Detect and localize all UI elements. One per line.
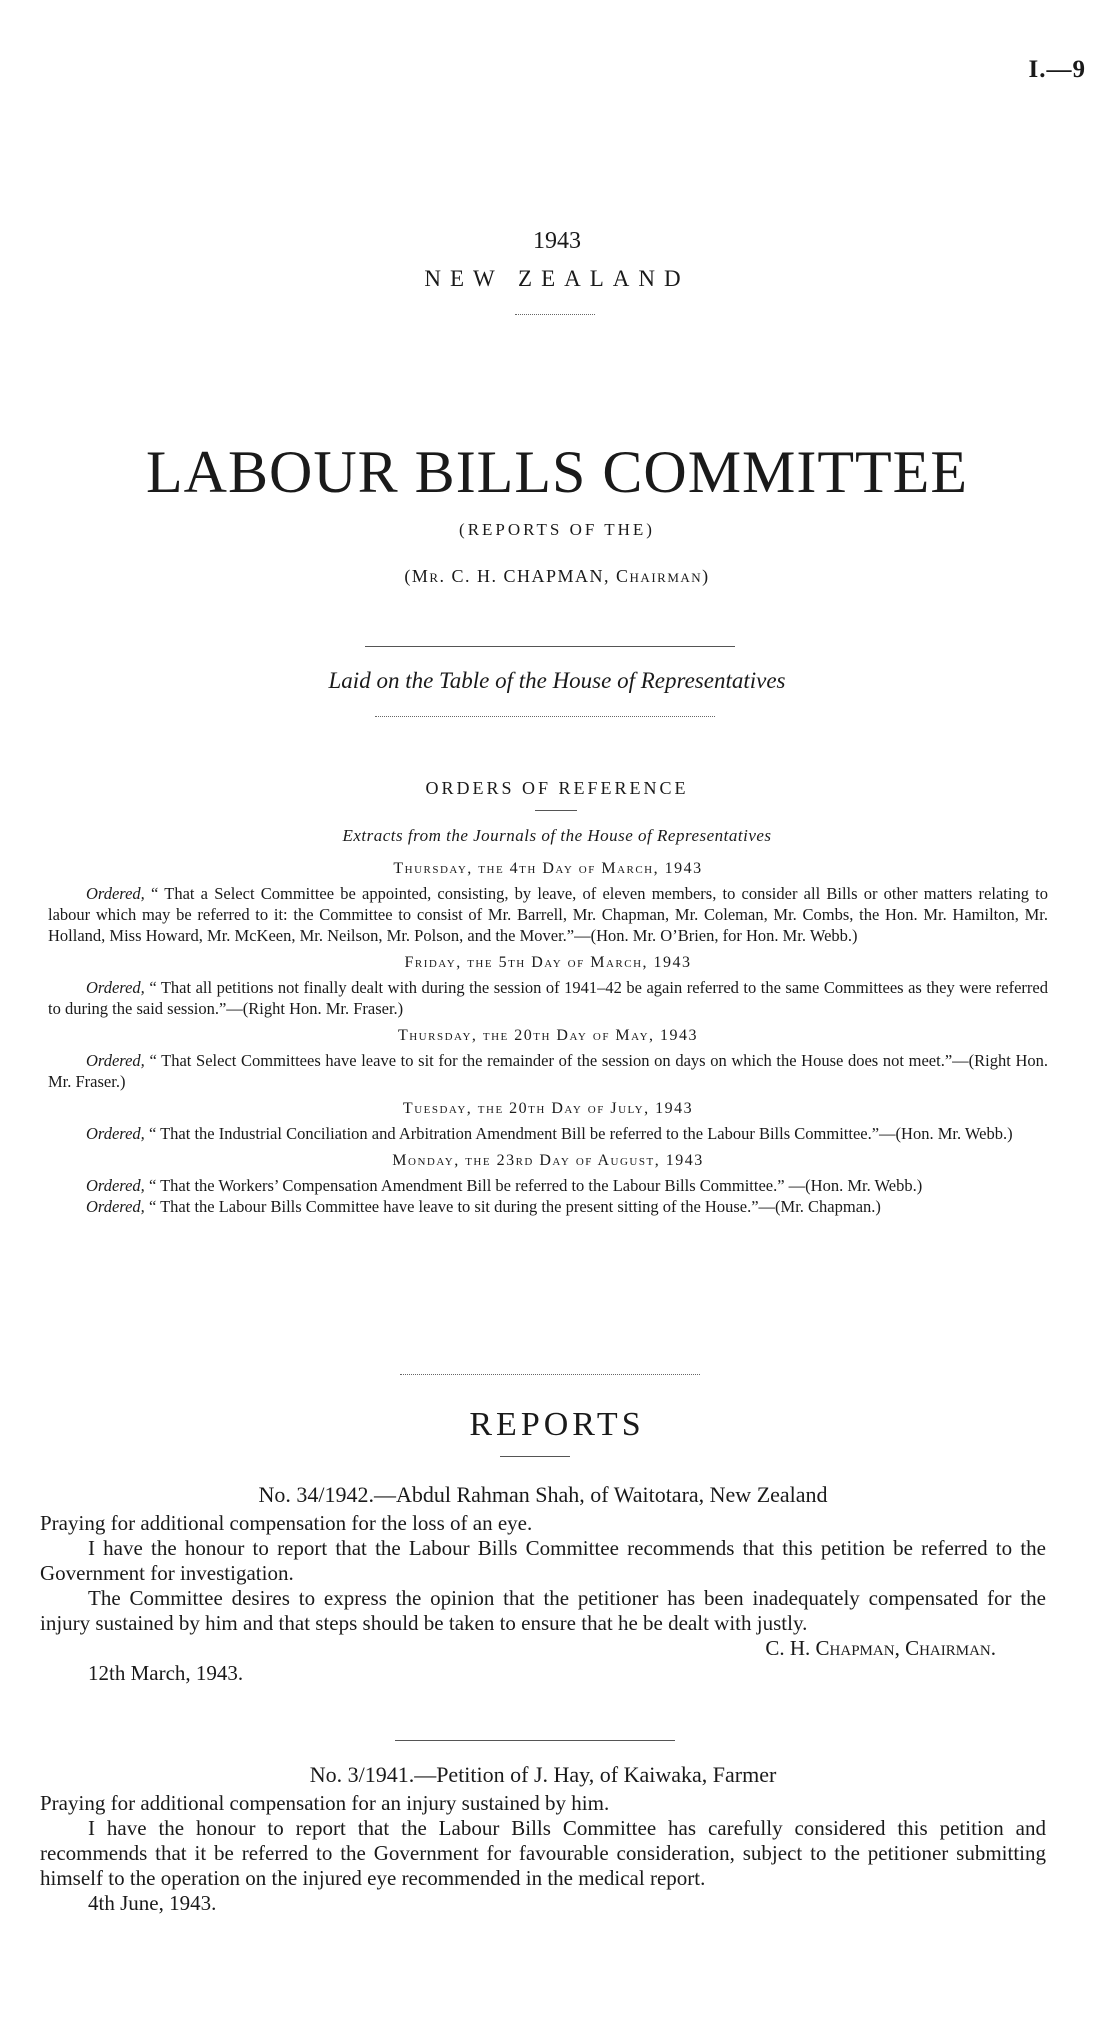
order-paragraph bbox=[48, 1123, 1048, 1144]
ordered-label: Ordered, bbox=[86, 1124, 145, 1143]
order-paragraph bbox=[48, 1050, 1048, 1092]
report-paragraph: I have the honour to report that the Labour Bills Committee recommends that this petition be referred to the Government for investigation. bbox=[40, 1536, 1046, 1585]
order-paragraph bbox=[48, 1196, 1048, 1217]
report-praying: Praying for additional compensation for the loss of an eye. bbox=[40, 1511, 533, 1535]
divider bbox=[535, 810, 577, 811]
document-subtitle: (REPORTS OF THE) bbox=[459, 520, 655, 539]
ordered-label: Ordered, bbox=[86, 884, 145, 903]
divider bbox=[500, 1456, 570, 1457]
document-title: LABOUR BILLS COMMITTEE bbox=[146, 439, 968, 505]
divider bbox=[365, 646, 735, 647]
report-paragraph: I have the honour to report that the Labour Bills Committee has carefully considered this petition and recommends that it be referred to the Government for favourable consideration, subject to the petitioner submitting himself to the operation on the injured eye recommended in the medical report. bbox=[40, 1816, 1046, 1890]
divider bbox=[515, 314, 595, 315]
country: NEW ZEALAND bbox=[424, 266, 690, 291]
order-date: Monday, the 23rd Day of August, 1943 bbox=[392, 1152, 704, 1169]
page-identifier: I.—9 bbox=[1028, 56, 1086, 83]
laid-on-table: Laid on the Table of the House of Representatives bbox=[328, 668, 786, 693]
order-paragraph bbox=[48, 1175, 1048, 1196]
ordered-label: Ordered, bbox=[86, 1051, 145, 1070]
orders-heading: ORDERS OF REFERENCE bbox=[425, 778, 689, 798]
order-text: “ That the Labour Bills Committee have leave to sit during the present sitting of the House.”—(Mr. Chapman.) bbox=[144, 1197, 881, 1216]
report-signature: C. H. Chapman, Chairman. bbox=[765, 1636, 996, 1660]
extracts-line: Extracts from the Journals of the House of Representatives bbox=[342, 826, 772, 845]
ordered-label: Ordered, bbox=[86, 978, 145, 997]
order-text: “ That the Workers’ Compensation Amendment Bill be referred to the Labour Bills Committee.” —(Hon. Mr. Webb.) bbox=[144, 1176, 923, 1195]
report-date: 4th June, 1943. bbox=[88, 1891, 217, 1915]
ordered-label: Ordered, bbox=[86, 1176, 145, 1195]
order-text: “ That Select Committees have leave to sit for the remainder of the session on days on which the House does not meet.”—(Right Hon. Mr. Fraser.) bbox=[48, 1051, 1048, 1091]
divider bbox=[375, 716, 715, 717]
report-34-1942 bbox=[40, 1482, 1046, 1686]
orders-of-reference bbox=[48, 858, 1048, 1217]
report-heading: No. 34/1942.—Abdul Rahman Shah, of Waitotara, New Zealand bbox=[258, 1482, 828, 1507]
order-date: Friday, the 5th Day of March, 1943 bbox=[404, 954, 692, 971]
report-date: 12th March, 1943. bbox=[88, 1661, 244, 1685]
report-praying: Praying for additional compensation for an injury sustained by him. bbox=[40, 1791, 610, 1815]
year: 1943 bbox=[533, 228, 581, 254]
report-3-1941 bbox=[40, 1762, 1046, 1916]
order-paragraph bbox=[48, 883, 1048, 946]
ordered-label: Ordered, bbox=[86, 1197, 145, 1216]
chairman-line: (Mr. C. H. CHAPMAN, Chairman) bbox=[404, 566, 710, 586]
order-paragraph bbox=[48, 977, 1048, 1019]
order-text: “ That all petitions not finally dealt with during the session of 1941–42 be again referred to the same Committees as they were referred to during the said session.”—(Right Hon. Mr. Fraser.) bbox=[48, 978, 1048, 1018]
order-text: “ That a Select Committee be appointed, consisting, by leave, of eleven members, to consider all Bills or other matters relating to labour which may be referred to it: the Committee to consist of Mr. Barrell, Mr. Chapman, Mr. Coleman, Mr. Combs, the Hon. Mr. Hamilton, Mr. Holland, Miss Howard, Mr. McKeen, Mr. Neilson, Mr. Polson, and the Mover.”—(Hon. Mr. O’Brien, for Hon. Mr. Webb.) bbox=[48, 884, 1048, 945]
order-text: “ That the Industrial Conciliation and Arbitration Amendment Bill be referred to the Labour Bills Committee.”—(Hon. Mr. Webb.) bbox=[144, 1124, 1013, 1143]
reports-heading: REPORTS bbox=[469, 1406, 645, 1443]
order-date: Thursday, the 20th Day of May, 1943 bbox=[397, 1027, 699, 1044]
report-heading: No. 3/1941.—Petition of J. Hay, of Kaiwaka, Farmer bbox=[309, 1762, 777, 1787]
order-date: Thursday, the 4th Day of March, 1943 bbox=[393, 860, 703, 877]
report-paragraph: The Committee desires to express the opinion that the petitioner has been inadequately compensated for the injury sustained by him and that steps should be taken to ensure that he be dealt with justly. bbox=[40, 1586, 1046, 1635]
divider bbox=[400, 1374, 700, 1375]
divider bbox=[395, 1740, 675, 1741]
order-date: Tuesday, the 20th Day of July, 1943 bbox=[402, 1100, 694, 1117]
